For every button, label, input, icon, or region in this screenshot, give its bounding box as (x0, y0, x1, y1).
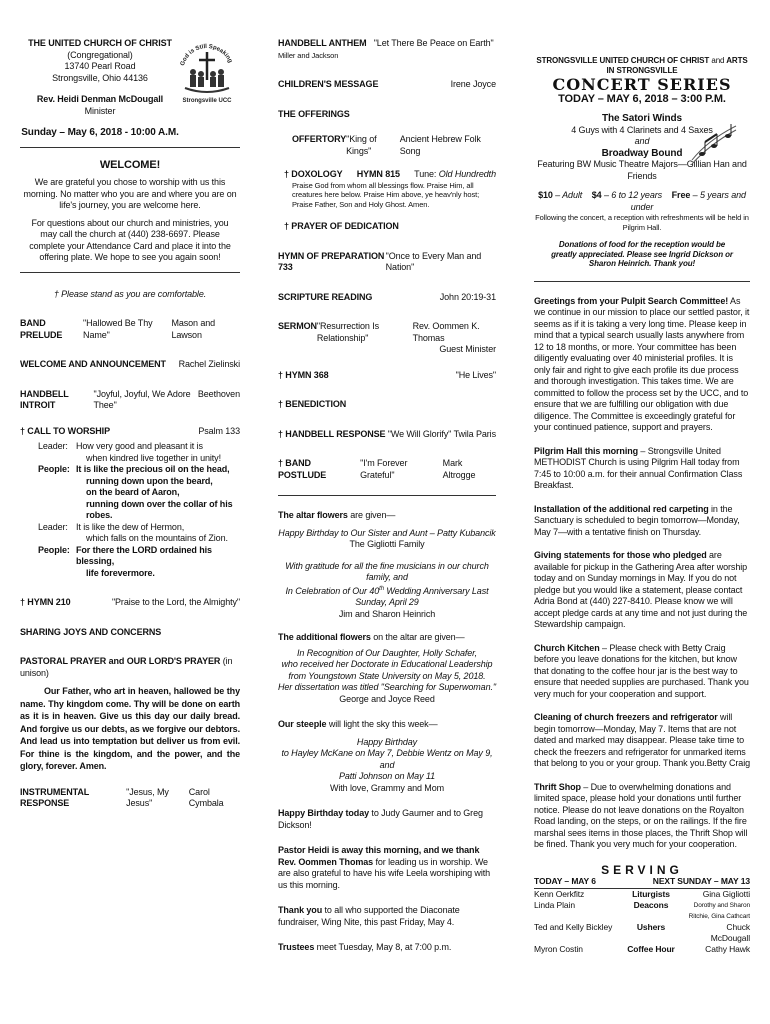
steeple-donor: With love, Grammy and Mom (329, 782, 445, 793)
litany-line: People: It is like the precious oil on the head, (38, 464, 230, 474)
steeple-line: to Hayley McKane on May 7, Debbie Wentz on May 9, and (281, 748, 493, 770)
ucc-logo-icon (175, 38, 239, 106)
welcome-p1: We are grateful you chose to worship with us this morning. No matter who you are and where you are on life's journey, you are welcome here. (23, 177, 237, 210)
litany-line: People: For there the LORD ordained his blessing, (38, 544, 212, 566)
group-1-desc: 4 Guys with 4 Clarinets and 4 Saxes (571, 124, 713, 135)
litany-line: which falls on the mountains of Zion. (86, 533, 228, 543)
group-2: Broadway Bound (601, 147, 683, 159)
divider (20, 147, 240, 148)
church-header (20, 38, 180, 139)
hymn-210: † HYMN 210 "Praise to the Lord, the Almighty" (20, 597, 240, 607)
svg-text:God is Still Speaking: God is Still Speaking (179, 43, 233, 67)
table-row: Myron Costin (534, 943, 583, 954)
handbell-anthem: HANDBELL ANTHEM "Let There Be Peace on Earth" Miller and Jackson (278, 38, 494, 60)
donations: Donations of food for the reception would be greatly appreciated. Please see Ingrid Dickson or Sharon Heinrich. Thank you! (551, 240, 733, 268)
instrumental-response: INSTRUMENTAL RESPONSE "Jesus, My Jesus" Carol Cymbala (20, 786, 224, 808)
trustees: Trustees meet Tuesday, May 8, at 7:00 p.m. (278, 942, 452, 952)
reception: Following the concert, a reception with refreshments will be held in Pilgrim Hall. (535, 213, 749, 232)
offerings-heading: THE OFFERINGS (278, 108, 350, 119)
steeple-line: Patti Johnson on May 11 (338, 771, 436, 781)
additional-flowers: The additional flowers on the altar are given— (278, 632, 465, 642)
divider (278, 495, 496, 496)
divider (20, 272, 240, 273)
column-order-of-worship-2 (278, 38, 496, 954)
serving-header: TODAY – MAY 6 NEXT SUNDAY – MAY 13 (534, 876, 750, 889)
scripture-reading: SCRIPTURE READING John 20:19-31 (278, 291, 496, 302)
welcome-title: WELCOME! (99, 158, 161, 171)
addl-line: Her dissertation was titled "Searching for Superwoman." (278, 682, 496, 692)
addl-line: In Recognition of Our Daughter, Holly Schafer, (296, 647, 477, 658)
pilgrim-hall: Pilgrim Hall this morning – Strongsville United METHODIST Church is using Pilgrim Hall today from 7:45 to 10:00 a.m. for their annual Confirmation Class Breakfast. (534, 445, 743, 490)
band-postlude: † BAND POSTLUDE "I'm Forever Grateful" Mark Altrogge (278, 458, 476, 480)
pastor-away: Pastor Heidi is away this morning, and we thank Rev. Oommen Thomas for leading us in worship. We are also grateful to have his wife Leela worshiping with us this morning. (278, 845, 491, 890)
church-name: THE UNITED CHURCH OF CHRIST (28, 38, 172, 48)
addl-line: from Youngstown State University on May 5, 2018. (288, 670, 486, 681)
welcome-announcement: WELCOME AND ANNOUNCEMENT Rachel Zielinski (20, 359, 240, 369)
concert-title: CONCERT SERIES (552, 75, 732, 94)
sharing-joys: SHARING JOYS AND CONCERNS (20, 626, 162, 637)
litany-line: when kindred live together in unity! (86, 452, 221, 463)
call-to-worship: † CALL TO WORSHIP Psalm 133 (20, 425, 240, 436)
steeple-line: Happy Birthday (356, 736, 418, 747)
table-row: Kenn Oerkfitz (534, 888, 585, 899)
childrens-message: CHILDREN'S MESSAGE Irene Joyce (278, 79, 496, 89)
svg-text:Strongsville UCC: Strongsville UCC (182, 98, 232, 104)
concert-and: and (634, 136, 650, 146)
concert-header: STRONGSVILLE UNITED CHURCH OF CHRIST and ARTS IN STRONGSVILLE (536, 56, 748, 75)
hymn-368: † HYMN 368 "He Lives" (278, 369, 496, 380)
music-notes-icon (688, 120, 740, 168)
altar-dedication-2a: With gratitude for all the fine musicians in our church family, and (285, 560, 489, 582)
lords-prayer: Our Father, who art in heaven, hallowed be thy name. Thy kingdom come. Thy will be done on earth as it is in heaven. Give us this day our daily bread. And forgive us our debts, as we forgive our debtors. And lead us into temptation but deliver us from evil. For thine is the kingdom, and the power, and the glory, forever. Amen. (20, 686, 240, 771)
litany-line: life forevermore. (86, 567, 155, 578)
thank-you: Thank you to all who supported the Diaconate fundraiser, Wing Nite, this past Friday, May 4. (278, 905, 460, 927)
handbell-response: † HANDBELL RESPONSE "We Will Glorify" Twila Paris (278, 428, 496, 439)
doxology: † DOXOLOGY HYMN 815 Tune: Old Hundredth (284, 169, 496, 179)
altar-donor-1: The Gigliotti Family (349, 539, 425, 549)
stand-note: † Please stand as you are comfortable. (53, 288, 207, 299)
benediction: † BENEDICTION (278, 399, 347, 409)
concert-date: TODAY – MAY 6, 2018 – 3:00 P.M. (558, 92, 726, 105)
red-carpeting: Installation of the additional red carpeting in the Sanctuary is scheduled to begin tomorrow—Monday, May 7—with a tentative finish on Thursday. (534, 503, 740, 537)
band-prelude: BAND PRELUDE "Hallowed Be Thy Name" Mason and Lawson (20, 318, 216, 340)
happy-birthday: Happy Birthday today to Judy Gaumer and to Greg Dickson! (278, 808, 483, 830)
litany-line: Leader: It is like the dew of Hermon, (38, 521, 185, 532)
thrift-shop: Thrift Shop – Due to overwhelming donations and limited space, please hold your donations until further notice. Please do not leave donations on the Royalton Road landing, on the steps, or on the railings. If the fire marshal sees items in those places, the Thrift Shop will be fined. Thank you very much for your cooperation. (534, 781, 748, 849)
serving-table: Kenn Oerkfitz Liturgists Gina Gigliotti Linda Plain Deacons Dorothy and Sharon Ritchie, Gina Cathcart Ted and Kelly Bickley Ushers Chuck McDougall Myron Costin Coffee Hour Cathy Hawk (534, 888, 750, 954)
group-2-desc: Featuring BW Music Theatre Majors—Gillian Han and Friends (537, 159, 747, 181)
church-sub: (Congregational) (67, 49, 133, 60)
litany (20, 441, 240, 579)
sermon: SERMON "Resurrection Is Relationship" Rev. Oommen K. Thomas (278, 321, 480, 343)
column-order-of-worship-1 (20, 38, 240, 810)
ticket-prices: $10 – Adult $4 – 6 to 12 years Free – 5 years and under (538, 190, 746, 212)
prayer-of-dedication: † PRAYER OF DEDICATION (284, 221, 399, 231)
handbell-introit: HANDBELL INTROIT "Joyful, Joyful, We Adore Thee" Beethoven (20, 388, 240, 410)
sermon-guest: Guest Minister (439, 344, 496, 354)
divider (534, 281, 750, 282)
church-address-1: 13740 Pearl Road (64, 61, 136, 71)
freezer-cleaning: Cleaning of church freezers and refrigerator will begin tomorrow—Monday, May 7. Items that are not dated and marked may disappear. Please take time to check the freezers and refrigerator for unmarked items that belong to you or your group. Thank you. Betty Craig (534, 712, 750, 768)
welcome-p2: For questions about our church and ministries, you may call the church at (440) 238-6697. Please complete your Attendance Card and place it into the offering plate. We hope to see you again soon! (29, 217, 231, 262)
litany-line: Leader: How very good and pleasant it is (38, 441, 203, 451)
column-announcements (534, 56, 750, 955)
offertory: OFFERTORY "King of Kings" Ancient Hebrew Folk Song (292, 134, 481, 156)
altar-donor-2: Jim and Sharon Heinrich (338, 608, 436, 619)
search-committee: Greetings from your Pulpit Search Committee! As we continue in our mission to place our settled pastor, it seems as if it is taking a very long time. Please keep in mind that a typical search usually lasts anywhere from 12 to 18 months, or more. Your committee has been diligently evaluating over 40 ministerial profiles. It is only fair and right to give each profile its due process and thorough investigation. This takes time. We are committed to follow the process set by the UCC, and to ensure that we are fulfilling our obligation with due diligence. The Committee is exceedingly grateful for your continued patience, support and prayers. (534, 295, 750, 432)
serving-title: SERVING (601, 862, 683, 877)
church-address-2: Strongsville, Ohio 44136 (52, 72, 148, 83)
litany-line: running down over the collar of his robes. (86, 498, 233, 520)
addl-donor: George and Joyce Reed (339, 693, 435, 704)
giving-statements: Giving statements for those who pledged are available for pickup in the Gathering Area after worship today and on Sunday mornings in May. If you do not pledge but you would like a statement, please contact Adria Bond at (440) 227-8410. Please know we will accept pledge cards at any time and not just during the Stewardship campaign. (534, 550, 748, 629)
minister-title: Minister (84, 105, 116, 116)
altar-dedication-1: Happy Birthday to Our Sister and Aunt – Patty Kubancik (278, 527, 496, 538)
doxology-text: Praise God from whom all blessings flow. Praise Him, all creatures here below. Praise Him above, ye heav'nly host; Praise Father, Son and Holy Ghost. Amen. (292, 180, 480, 209)
minister-name: Rev. Heidi Denman McDougall (36, 94, 164, 104)
altar-dedication-2b: In Celebration of Our 40th Wedding Anniversary Last Sunday, April 29 (285, 585, 489, 607)
hymn-of-preparation: HYMN OF PREPARATION 733 "Once to Every Man and Nation" (278, 250, 482, 272)
addl-line: who received her Doctorate in Educational Leadership (281, 659, 493, 669)
altar-flowers: The altar flowers are given— (278, 510, 396, 520)
group-1: The Satori Winds (602, 113, 682, 124)
church-logo (175, 38, 239, 106)
litany-line: on the beard of Aaron, (86, 487, 180, 497)
litany-line: running down upon the beard, (86, 475, 213, 486)
table-row: Linda Plain (534, 899, 575, 910)
church-kitchen: Church Kitchen – Please check with Betty Craig before you leave donations for the kitchen, but know that donating to the coffee hour jar is the best way to ensure that needed supplies are purchased. Thank you very much for your cooperation and support. (534, 642, 749, 699)
pastoral-prayer: PASTORAL PRAYER and OUR LORD'S PRAYER (in unison) (20, 656, 233, 678)
service-date: Sunday – May 6, 2018 - 10:00 A.M. (21, 127, 179, 138)
steeple: Our steeple will light the sky this week— (278, 719, 438, 729)
table-row: Ted and Kelly Bickley (534, 921, 613, 932)
